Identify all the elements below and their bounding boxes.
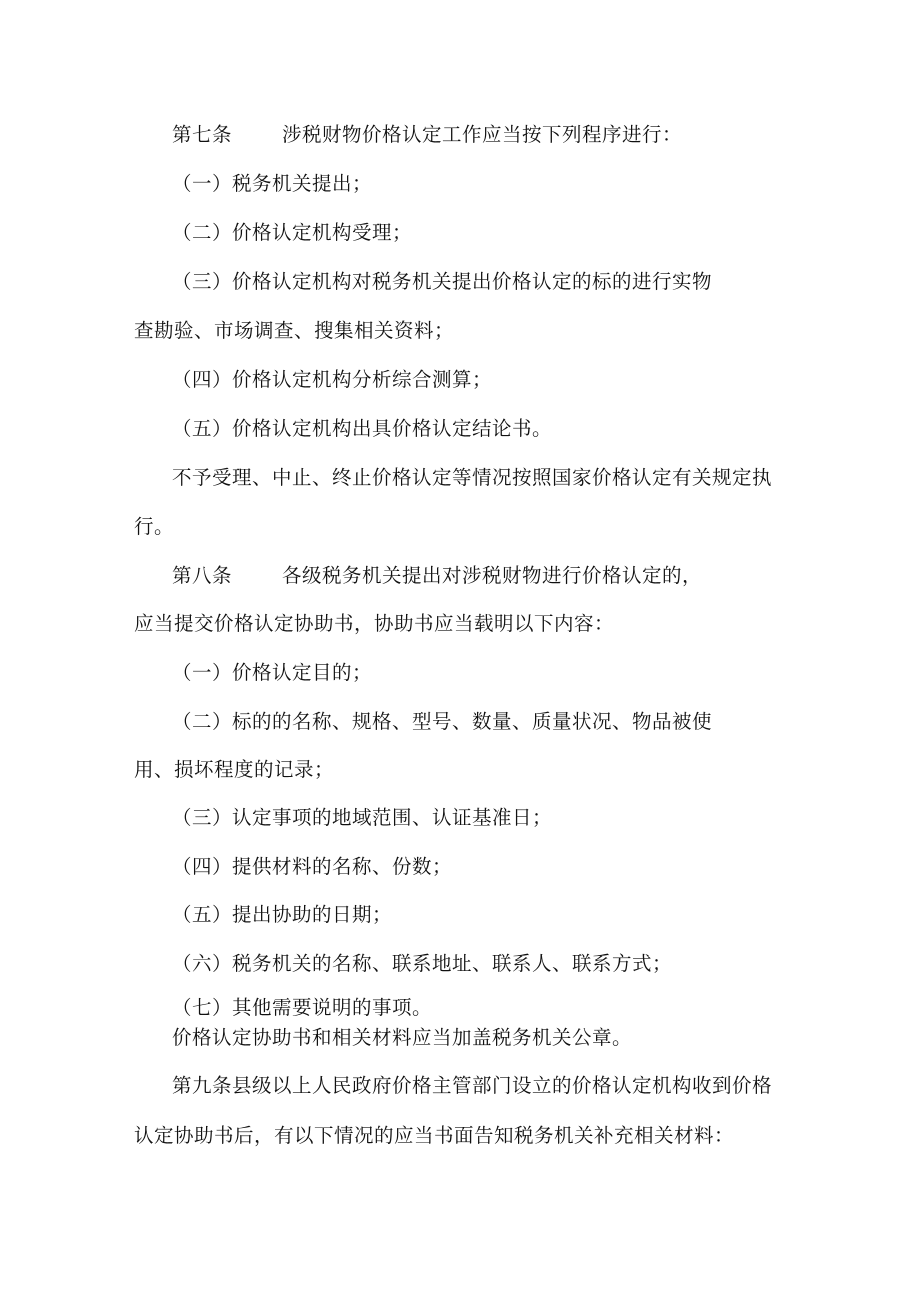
article-7-text: 涉税财物价格认定工作应当按下列程序进行： [282,123,683,146]
article-9-line-2: 认定协助书后，有以下情况的应当书面告知税务机关补充相关材料： [134,1124,735,1147]
article-7-note-line-1: 不予受理、中止、终止价格认定等情况按照国家价格认定有关规定执 [172,466,773,489]
article-8-seal-note: 价格认定协助书和相关材料应当加盖税务机关公章。 [172,1026,633,1049]
article-8-item-1: （一）价格认定目的； [172,661,373,684]
article-8-item-2-continued: 用、损坏程度的记录； [134,758,335,781]
article-8-item-7: （七）其他需要说明的事项。 [172,996,433,1019]
article-8-item-2: （二）标的的名称、规格、型号、数量、质量状况、物品被使 [172,710,713,733]
article-8-item-5: （五）提出协助的日期； [172,903,393,926]
article-7-heading-line [172,123,682,147]
article-8-text-line-1: 各级税务机关提出对涉税财物进行价格认定的， [282,564,703,587]
article-9-line-1: 第九条县级以上人民政府价格主管部门设立的价格认定机构收到价格 [172,1074,773,1097]
article-7-note-line-2: 行。 [134,515,175,538]
article-8-number: 第八条 [172,564,233,587]
article-8-heading-line [172,564,702,588]
article-8-item-4: （四）提供材料的名称、份数； [172,855,453,878]
article-8-text-line-2: 应当提交价格认定协助书，协助书应当载明以下内容： [134,612,615,635]
article-8-item-6: （六）税务机关的名称、联系地址、联系人、联系方式； [172,952,673,975]
article-7-number: 第七条 [172,123,233,146]
article-7-item-1: （一）税务机关提出； [172,172,373,195]
article-7-item-4: （四）价格认定机构分析综合测算； [172,368,493,391]
article-7-item-5: （五）价格认定机构出具价格认定结论书。 [172,417,553,440]
article-8-item-3: （三）认定事项的地域范围、认证基准日； [172,806,553,829]
article-7-item-3-continued: 查勘验、市场调查、搜集相关资料； [134,319,455,342]
article-7-item-2: （二）价格认定机构受理； [172,221,413,244]
article-7-item-3: （三）价格认定机构对税务机关提出价格认定的标的进行实物 [172,270,713,293]
